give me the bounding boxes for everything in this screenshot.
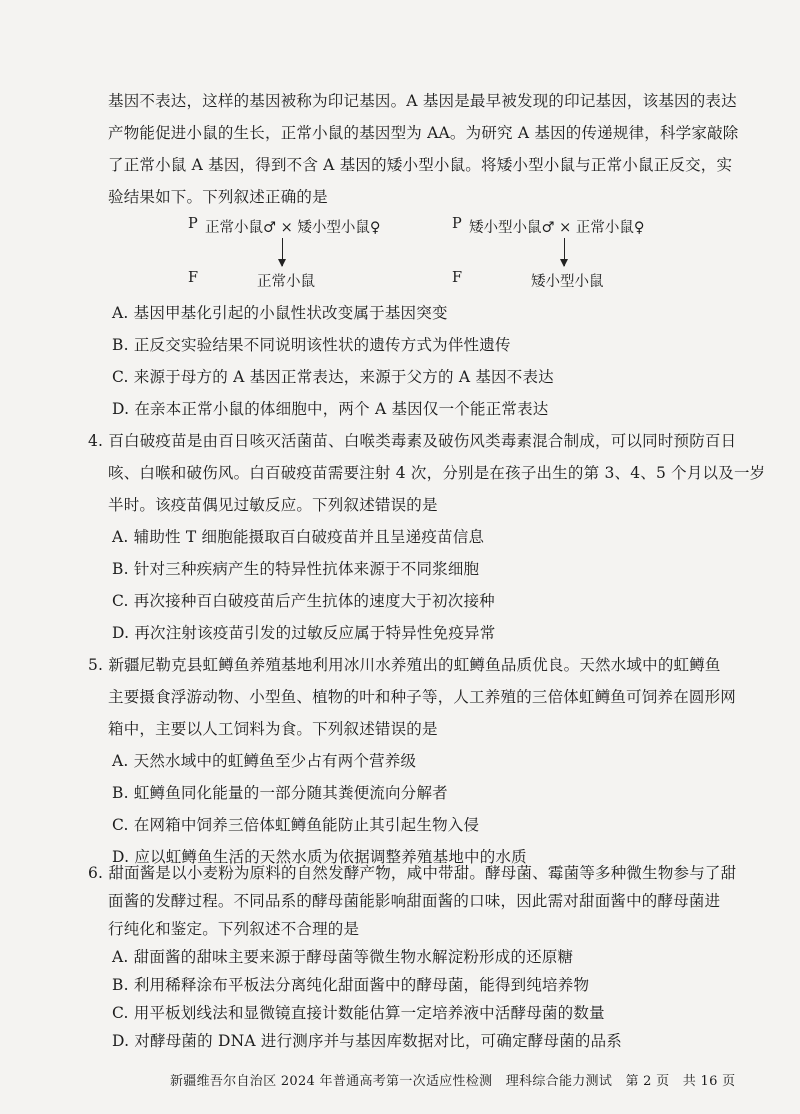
- q6-stem-line: 6. 甜面酱是以小麦粉为原料的自然发酵产物，咸中带甜。酵母菌、霉菌等多种微生物参与了甜: [88, 864, 737, 882]
- q3-option-c: C. 来源于母方的 A 基因正常表达，来源于父方的 A 基因不表达: [112, 368, 554, 386]
- cross-right-arrow: [564, 238, 565, 266]
- cross-right-parents: 矮小型小鼠♂ × 正常小鼠♀: [469, 220, 645, 236]
- q3-text-line: 验结果如下。下列叙述正确的是: [108, 188, 328, 206]
- q6-stem-line: 面酱的发酵过程。不同品系的酵母菌能影响甜面酱的口味，因此需对甜面酱中的酵母菌进: [108, 892, 721, 910]
- q5-option-c: C. 在网箱中饲养三倍体虹鳟鱼能防止其引起生物入侵: [112, 816, 480, 834]
- cross-right-p-label: P: [452, 216, 462, 232]
- cross-right-f-label: F: [452, 270, 463, 286]
- q6-option-c: C. 用平板划线法和显微镜直接计数能估算一定培养液中活酵母菌的数量: [112, 1004, 605, 1022]
- q6-option-b: B. 利用稀释涂布平板法分离纯化甜面酱中的酵母菌，能得到纯培养物: [112, 976, 590, 994]
- cross-left-p-label: P: [188, 216, 198, 232]
- q4-option-c: C. 再次接种百白破疫苗后产生抗体的速度大于初次接种: [112, 592, 495, 610]
- q5-stem-line: 箱中，主要以人工饲料为食。下列叙述错误的是: [108, 720, 438, 738]
- cross-left-f-label: F: [188, 270, 199, 286]
- q3-option-d: D. 在亲本正常小鼠的体细胞中，两个 A 基因仅一个能正常表达: [112, 400, 549, 418]
- q5-stem-line: 主要摄食浮游动物、小型鱼、植物的叶和种子等，人工养殖的三倍体虹鳟鱼可饲养在圆形网: [108, 688, 737, 706]
- cross-left-arrow: [282, 238, 283, 266]
- q3-option-b: B. 正反交实验结果不同说明该性状的遗传方式为伴性遗传: [112, 336, 511, 354]
- q6-stem-line: 行纯化和鉴定。下列叙述不合理的是: [108, 920, 360, 938]
- cross-right-offspring: 矮小型小鼠: [531, 274, 604, 290]
- q4-option-b: B. 针对三种疾病产生的特异性抗体来源于不同浆细胞: [112, 560, 480, 578]
- q6-option-d: D. 对酵母菌的 DNA 进行测序并与基因库数据对比，可确定酵母菌的品系: [112, 1032, 622, 1050]
- q3-text-line: 了正常小鼠 A 基因，得到不含 A 基因的矮小型小鼠。将矮小型小鼠与正常小鼠正反交，实: [108, 156, 733, 174]
- q3-text-line: 基因不表达，这样的基因被称为印记基因。A 基因是最早被发现的印记基因，该基因的表达: [108, 92, 737, 110]
- q6-option-a: A. 甜面酱的甜味主要来源于酵母菌等微生物水解淀粉形成的还原糖: [112, 948, 574, 966]
- cross-left-parents: 正常小鼠♂ × 矮小型小鼠♀: [205, 220, 381, 236]
- page-footer: 新疆维吾尔自治区 2024 年普通高考第一次适应性检测 理科综合能力测试 第 2 页 共 16 页: [170, 1074, 736, 1089]
- q5-option-b: B. 虹鳟鱼同化能量的一部分随其粪便流向分解者: [112, 784, 448, 802]
- q5-option-a: A. 天然水域中的虹鳟鱼至少占有两个营养级: [112, 752, 417, 770]
- cross-left-offspring: 正常小鼠: [257, 274, 315, 290]
- q4-option-a: A. 辅助性 T 细胞能摄取百白破疫苗并且呈递疫苗信息: [112, 528, 485, 546]
- q4-stem-line: 4. 百白破疫苗是由百日咳灭活菌苗、白喉类毒素及破伤风类毒素混合制成，可以同时预防百日: [88, 432, 737, 450]
- q4-stem-line: 咳、白喉和破伤风。白百破疫苗需要注射 4 次，分别是在孩子出生的第 3、4、5 个月以及一岁: [108, 464, 766, 482]
- q4-stem-line: 半时。该疫苗偶见过敏反应。下列叙述错误的是: [108, 496, 438, 514]
- q4-option-d: D. 再次注射该疫苗引发的过敏反应属于特异性免疫异常: [112, 624, 496, 642]
- q3-text-line: 产物能促进小鼠的生长，正常小鼠的基因型为 AA。为研究 A 基因的传递规律，科学家敲除: [108, 124, 739, 142]
- q5-option-d: D. 应以虹鳟鱼生活的天然水质为依据调整养殖基地中的水质: [112, 848, 527, 866]
- q3-option-a: A. 基因甲基化引起的小鼠性状改变属于基因突变: [112, 304, 448, 322]
- q5-stem-line: 5. 新疆尼勒克县虹鳟鱼养殖基地利用冰川水养殖出的虹鳟鱼品质优良。天然水域中的虹鳟鱼: [88, 656, 721, 674]
